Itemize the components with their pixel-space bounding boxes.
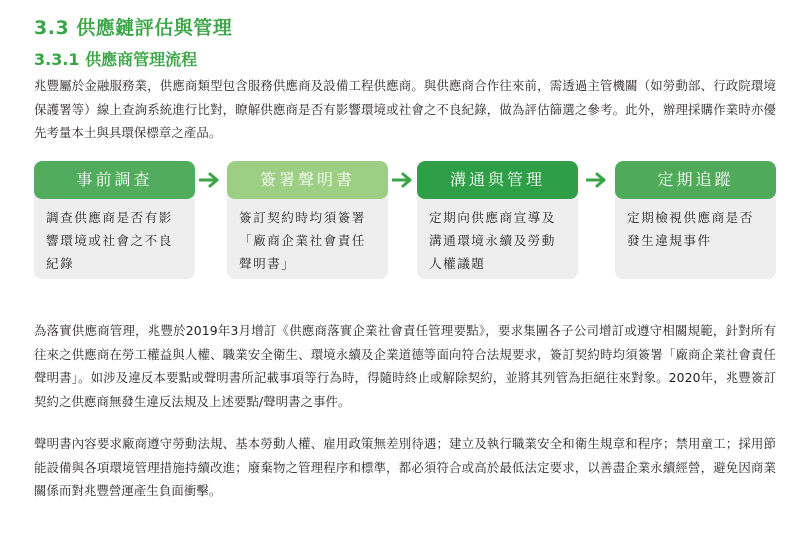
section-title: 3.3 供應鏈評估與管理 (34, 17, 233, 39)
subsection-title: 3.3.1 供應商管理流程 (34, 50, 198, 69)
right-arrow-icon (199, 172, 221, 188)
step-title: 簽署聲明書 (227, 161, 388, 199)
step-description: 簽訂契約時均須簽署「廠商企業社會責任聲明書」 (239, 210, 366, 271)
step-title: 溝通與管理 (417, 161, 578, 199)
right-arrow-icon (586, 172, 608, 188)
step-pre-investigation (34, 161, 195, 279)
step-description: 定期向供應商宣導及溝通環境永續及勞動人權議題 (429, 210, 556, 271)
step-title: 定期追蹤 (615, 161, 776, 199)
supplier-management-flow (34, 161, 776, 281)
intro-paragraph: 兆豐屬於金融服務業，供應商類型包含服務供應商及設備工程供應商。與供應商合作往來前，需透過主管機關（如勞動部、行政院環境保護署等）線上查詢系統進行比對，瞭解供應商是否有影響環境或社會之不良紀錄，做為評估篩選之參考。此外，辦理採購作業時亦優先考量本土與具環保標章之產品。 (34, 78, 776, 140)
step-title: 事前調查 (34, 161, 195, 199)
body-paragraph-1: 為落實供應商管理，兆豐於2019年3月增訂《供應商落實企業社會責任管理要點》，要求集團各子公司增訂或遵守相關規範，針對所有往來之供應商在勞工權益與人權、職業安全衛生、環境永續及企業道德等面向符合法規要求，簽訂契約時均須簽署「廠商企業社會責任聲明書」。如涉及違反本要點或聲明書所記載事項等行為時，得隨時終止或解除契約，並將其列管為拒絕往來對象。2020年，兆豐簽訂契約之供應商無發生違反法規及上述要點/聲明書之事件。 (34, 323, 776, 409)
step-description: 定期檢視供應商是否發生違規事件 (627, 210, 754, 248)
step-communication-management (417, 161, 578, 279)
right-arrow-icon (392, 172, 414, 188)
body-paragraph-2: 聲明書內容要求廠商遵守勞動法規、基本勞動人權、雇用政策無差別待遇；建立及執行職業安全和衛生規章和程序；禁用童工；採用節能設備與各項環境管理措施持續改進；廢棄物之管理程序和標準，都必須符合或高於最低法定要求，以善盡企業永續經營，避免因商業關係而對兆豐營運產生負面衝擊。 (34, 436, 776, 498)
step-description: 調查供應商是否有影響環境或社會之不良紀錄 (46, 210, 173, 271)
step-periodic-tracking (615, 161, 776, 279)
step-sign-declaration (227, 161, 388, 279)
